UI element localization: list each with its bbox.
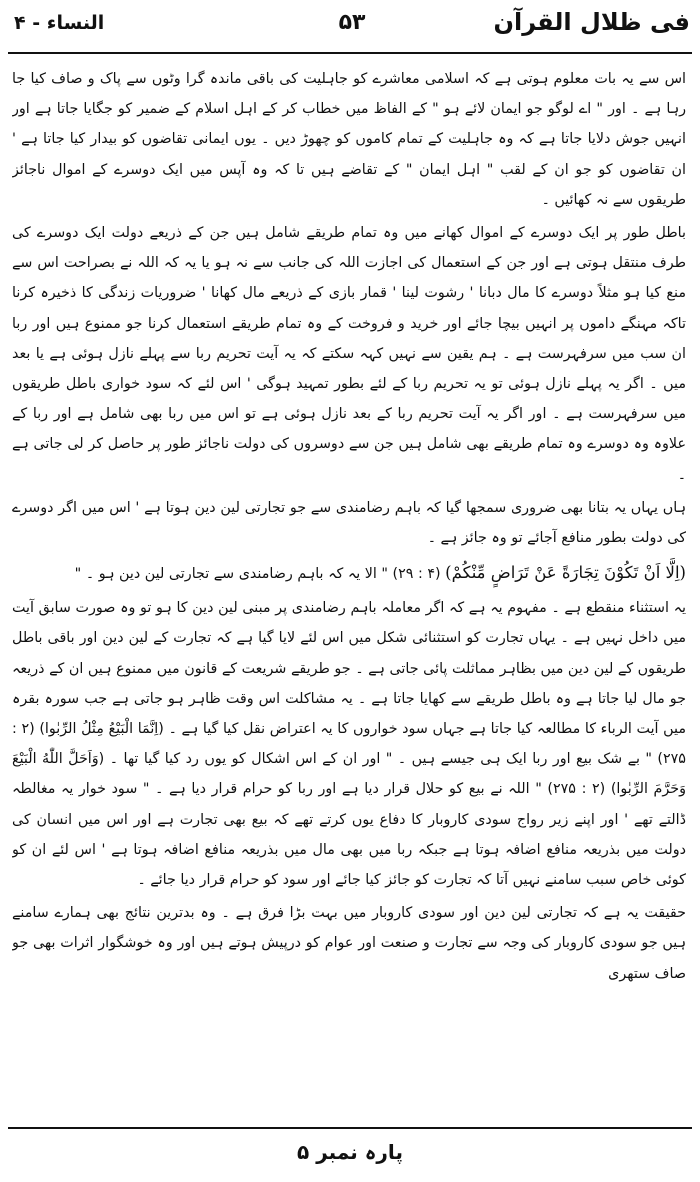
paragraph: حقیقت یہ ہے کہ تجارتی لین دین اور سودی کاروبار میں بہت بڑا فرق ہے ۔ وہ بدترین نتائج بھی ہمارے سامنے ہیں جو سودی کاروبار کی وجہ سے تجارت و صنعت اور عوام کو درپیش ہوتے ہیں اور وہ خوشگوار اثرات بھی جو صاف ستھری <box>12 905 686 982</box>
surah-name: النساء - ۴ <box>14 12 105 34</box>
page-body <box>12 64 686 1124</box>
paragraph: یہ استثناء منقطع ہے ۔ مفہوم یہ ہے کہ اگر معاملہ باہم رضامندی پر مبنی لین دین کا ہو تو وہ صورت سابق آیت میں داخل نہیں ہے ۔ یہاں تجارت کو استثنائی شکل میں اس لئے لایا گیا ہے کہ تجارت کے لین دین اور باقی باطل طریقوں کے لین دین میں بظاہر مماثلت پائی جاتی ہے ۔ جو طریقے شریعت کے قانون میں ممنوع ہیں ان کے ذریعہ جو مال لیا جاتا ہے وہ باطل طریقے سے کھایا جاتا ہے ۔ یہ مشاکلت اس وقت ظاہر ہو جاتی ہے جب سورہ بقرہ میں آیت الرباء کا مطالعہ کیا جاتا ہے جہاں سود خواروں کا یہ اعتراض نقل کیا گیا ہے ۔ (اِنَّمَا الْبَيْعُ مِثْلُ الرِّبٰوا) (۲ : ۲۷۵) " بے شک بیع اور ربا ایک ہی جیسے ہیں ۔ " اور ان کے اس اشکال کو یوں رد کیا گیا تھا ۔ (وَاَحَلَّ اللّٰهُ الْبَيْعَ وَحَرَّمَ الرِّبٰوا) (۲ : ۲۷۵) " اللہ نے بیع کو حلال قرار دیا ہے اور ربا کو حرام قرار دیا ہے ۔ " سود خوار یہ مغالطہ ڈالتے تھے ' اور اپنے زیر رواج سودی کاروبار کا دفاع یوں کرتے تھے کہ بیع بھی تجارت ہے اور اس میں انسان کی دولت میں بذریعہ منافع اضافہ ہوتا ہے جبکہ ربا میں بھی مال میں بذریعہ منافع اضافہ ہوتا ہے ' اس لئے ان کو کوئی خاص سبب سامنے نہیں آتا کہ تجارت کو جائز کیا جائے اور سود کو حرام قرار دیا جائے ۔ <box>12 600 686 889</box>
footer-divider <box>8 1127 692 1129</box>
verse-reference: (۴ : ۲۹) <box>392 566 441 583</box>
verse-translation: " الا یہ کہ باہم رضامندی سے تجارتی لین دین ہو ۔ " <box>74 566 388 583</box>
quran-verse: (اِلَّا اَنْ تَكُوْنَ تِجَارَةً عَنْ تَرَاضٍ مِّنْكُمْ) <box>445 563 686 583</box>
page-header <box>14 4 690 48</box>
paragraph: اس سے یہ بات معلوم ہوتی ہے کہ اسلامی معاشرے کو جاہلیت کی باقی ماندہ گرا وٹوں سے پاک و صاف کیا جا رہا ہے ۔ اور " اے لوگو جو ایمان لائے ہو " کے الفاظ میں خطاب کر کے اہل اسلام کے ضمیر کو جگایا جاتا ہے اور انہیں جوش دلایا جاتا ہے کہ وہ جاہلیت کے تمام کاموں کو چھوڑ دیں ۔ یوں ایمانی تقاضوں کو بیدار کیا جاتا ہے ' ان تقاضوں کو جو ان کے لقب " اہل ایمان " کے تقاضے ہیں تا کہ وہ آپس میں ایک دوسرے کے اموال ناجائز طریقوں سے نہ کھائیں ۔ <box>12 71 686 208</box>
header-divider <box>8 52 692 54</box>
page-number: ۵۳ <box>338 10 366 35</box>
book-title: فی ظلال القرآن <box>493 8 690 36</box>
quran-verse-block <box>12 556 686 590</box>
para-number: پارہ نمبر ۵ <box>297 1140 403 1164</box>
paragraph: ہاں یہاں یہ بتانا بھی ضروری سمجھا گیا کہ باہم رضامندی سے جو تجارتی لین دین ہوتا ہے ' اس میں اگر دوسرے کی دولت بطور منافع آجائے تو وہ جائز ہے ۔ <box>12 499 686 547</box>
paragraph: باطل طور پر ایک دوسرے کے اموال کھانے میں وہ تمام طریقے شامل ہیں جن کے ذریعے دولت ایک دوسرے کی طرف منتقل ہوتی ہے اور جن کے استعمال کی اجازت اللہ کی جانب سے نہ ہو یا یہ کہ اللہ نے بصراحت اس سے منع کیا ہو مثلاً دوسرے کا مال دبانا ' رشوت لینا ' قمار بازی کے ذریعے مال کھانا ' ضروریات زندگی کا ذخیرہ کرنا تاکہ مہنگے داموں پر انہیں بیچا جائے اور خرید و فروخت کے وہ تمام طریقے استعمال کرنا جو ممنوع ہیں اور ربا ان سب میں سرفہرست ہے ۔ ہم یقین سے نہیں کہہ سکتے کہ یہ آیت تحریم ربا سے پہلے نازل ہوئی ہے یا بعد میں ۔ اگر یہ پہلے نازل ہوئی تو یہ تحریم ربا کے لئے بطور تمہید ہوگی ' اس لئے کہ سود خواری باطل طریقوں میں سرفہرست ہے ۔ اور اگر یہ آیت تحریم ربا کے بعد نازل ہوئی ہے تو اس میں ربا بھی شامل ہے اور ربا کے علاوہ وہ دوسرے وہ تمام طریقے بھی شامل ہیں جن سے دوسروں کی دولت ناجائز طور پر حاصل کر لی جاتی ہے ۔ <box>12 225 686 483</box>
